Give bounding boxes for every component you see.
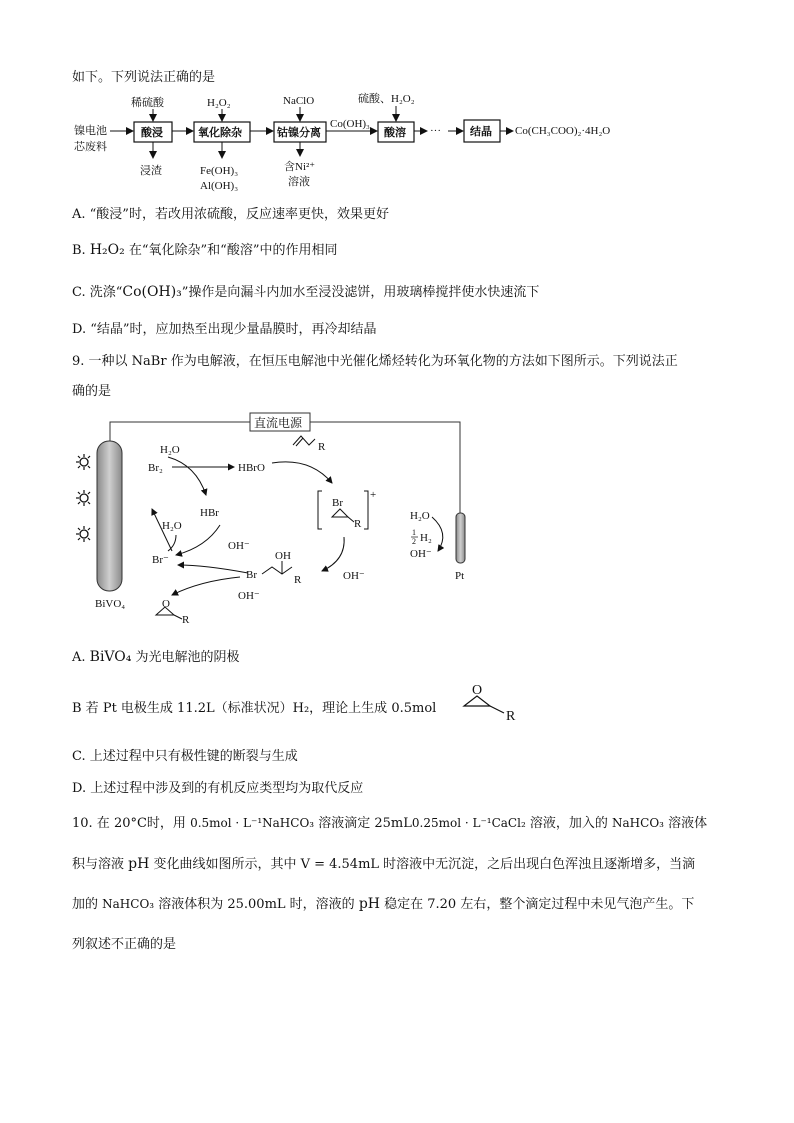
q10-line3-e: 稳定在 7.20 左右，整个滴定过程中未见气泡产生。下: [379, 897, 695, 912]
q10-line3-c: 溶液体积为 25.00mL 时，溶液的: [154, 897, 359, 912]
q8-intro: 如下。下列说法正确的是: [72, 70, 216, 85]
q9-option-b: [72, 697, 436, 716]
q10-line1-c: 溶液滴定 25mL: [314, 816, 412, 831]
sun-icon: [76, 454, 90, 470]
oh-minus-2: OH⁻: [343, 570, 365, 582]
q10-line1: [72, 812, 707, 831]
q10-line1-f: NaHCO₃: [612, 816, 664, 830]
pt-h2o: H₂O: [410, 510, 430, 522]
oh-minus-1: OH⁻: [228, 540, 250, 552]
q10-line2: [72, 853, 695, 872]
sun-icon: [76, 526, 90, 542]
q10-line3-a: 加的: [72, 897, 103, 912]
flow-start-line1: 镍电池: [74, 125, 107, 137]
q9-option-a-text: 为光电解池的阴极: [131, 650, 240, 665]
q9-option-c: C. 上述过程中只有极性键的断裂与生成: [72, 749, 298, 764]
halohydrin-r: R: [294, 574, 302, 586]
q10-line2-a: 积与溶液: [72, 857, 129, 872]
bromonium-charge: +: [370, 489, 377, 501]
halohydrin-br: Br: [246, 569, 257, 581]
pt-half-num: 1: [412, 528, 416, 537]
q8-option-b-prefix: B.: [72, 243, 90, 258]
br2: Br₂: [148, 462, 163, 474]
flow-box-5-label: 结晶: [470, 126, 492, 138]
q9-option-b-text: B 若 Pt 电极生成 11.2L（标准状况）H₂，理论上生成 0.5mol: [72, 701, 437, 716]
q10-line1-g: 溶液体: [663, 816, 708, 831]
flow-reagent-4: 硫酸、H₂O₂: [358, 93, 415, 105]
pt-h2: H₂: [420, 532, 432, 544]
flow-reagent-1: 稀硫酸: [131, 97, 164, 109]
pt-half-den: 2: [412, 537, 416, 546]
flow-start-line2: 芯废料: [74, 141, 107, 153]
q9-stem-line2: 确的是: [72, 384, 112, 399]
bromonium-br: Br: [332, 497, 343, 509]
flow-reagent-2: H₂O₂: [207, 97, 231, 109]
q8-option-d: D. “结晶”时，应加热至出现少量晶膜时，再冷却结晶: [72, 322, 377, 337]
q9-option-d: D. 上述过程中涉及到的有机反应类型均为取代反应: [72, 781, 364, 796]
bivo4-electrode: [97, 441, 122, 591]
q10-line1-d: 0.25mol · L⁻¹CaCl₂: [411, 816, 526, 830]
hbr: HBr: [200, 507, 219, 519]
q9-option-a-prefix: A.: [72, 650, 90, 665]
q9-option-a: [72, 646, 240, 665]
flow-diagram: [0, 88, 794, 208]
electrolysis-diagram: [0, 405, 794, 635]
q9-option-b-epoxide-r: R: [506, 709, 516, 722]
power-source-label: 直流电源: [254, 416, 303, 430]
q8-option-c-text: ”操作是向漏斗内加水至浸没滤饼，用玻璃棒搅拌使水快速流下: [181, 285, 540, 300]
q9-option-a-formula: BiVO₄: [89, 649, 132, 665]
flow-final-product: Co(CH₃COO)₂·4H₂O: [515, 125, 611, 137]
h2o-top: H₂O: [160, 444, 180, 456]
alkene-r: R: [318, 441, 326, 453]
q10-line2-c: 变化曲线如图所示，其中 V = 4.54mL 时溶液中无沉淀，之后出现白色浑浊且逐渐增多，当滴: [149, 857, 696, 872]
oh-minus-3: OH⁻: [238, 590, 260, 602]
flow-out-2b: Al(OH)₃: [200, 180, 239, 192]
q10-line4: 列叙述不正确的是: [72, 937, 177, 952]
q10-line2-b: pH: [128, 856, 150, 872]
q10-line1-b: 0.5mol · L⁻¹NaHCO₃: [190, 816, 315, 830]
flow-out-3a: 含Ni²⁺: [284, 161, 316, 173]
halohydrin-oh: OH: [275, 550, 291, 562]
flow-ellipsis: ···: [430, 125, 441, 137]
epoxide-r: R: [182, 614, 190, 626]
q10-line1-e: 溶液，加入的: [525, 816, 613, 831]
q10-line1-a: 10. 在 20°C时，用: [72, 816, 191, 831]
hbro: HBrO: [238, 462, 265, 474]
flow-reagent-3: NaClO: [283, 95, 315, 107]
flow-mid-product: Co(OH)₃: [330, 118, 370, 130]
flow-out-1: 浸渣: [140, 165, 162, 177]
q10-line3-b: NaHCO₃: [102, 897, 155, 911]
pt-label: Pt: [455, 570, 465, 582]
q8-option-b-text: 在“氧化除杂”和“酸溶”中的作用相同: [124, 243, 338, 258]
q8-option-c-prefix: C. 洗涤“: [72, 285, 123, 300]
h2o-mid: H₂O: [162, 520, 182, 532]
q9-option-b-epoxide: [456, 680, 526, 722]
flow-box-1-label: 酸浸: [141, 127, 163, 139]
bivo4-label: BiVO₄: [95, 598, 126, 610]
q8-option-a: A. “酸浸”时，若改用浓硫酸，反应速率更快，效果更好: [72, 207, 389, 222]
bromonium-r: R: [354, 518, 362, 530]
br-minus: Br⁻: [152, 554, 169, 566]
q9-stem-line1: 9. 一种以 NaBr 作为电解液，在恒压电解池中光催化烯烃转化为环氧化物的方法如下图所示。下列说法正: [72, 354, 678, 369]
q10-line3-d: pH: [358, 896, 380, 912]
pt-oh: OH⁻: [410, 548, 432, 560]
q8-option-b-formula: H₂O₂: [89, 242, 125, 258]
epoxide-o: O: [162, 598, 170, 610]
flow-box-3-label: 钴镍分离: [277, 127, 321, 139]
q8-option-c-formula: Co(OH)₃: [122, 284, 182, 300]
flow-box-2-label: 氧化除杂: [198, 127, 242, 139]
flow-out-2a: Fe(OH)₃: [200, 165, 239, 177]
q8-option-c: [72, 281, 539, 300]
sun-icon: [76, 490, 90, 506]
q8-option-b: [72, 239, 337, 258]
pt-electrode: [456, 513, 465, 563]
q9-option-b-epoxide-o: O: [472, 683, 483, 698]
flow-out-3b: 溶液: [288, 176, 310, 188]
flow-box-4-label: 酸溶: [384, 127, 406, 139]
q10-line3: [72, 893, 694, 912]
